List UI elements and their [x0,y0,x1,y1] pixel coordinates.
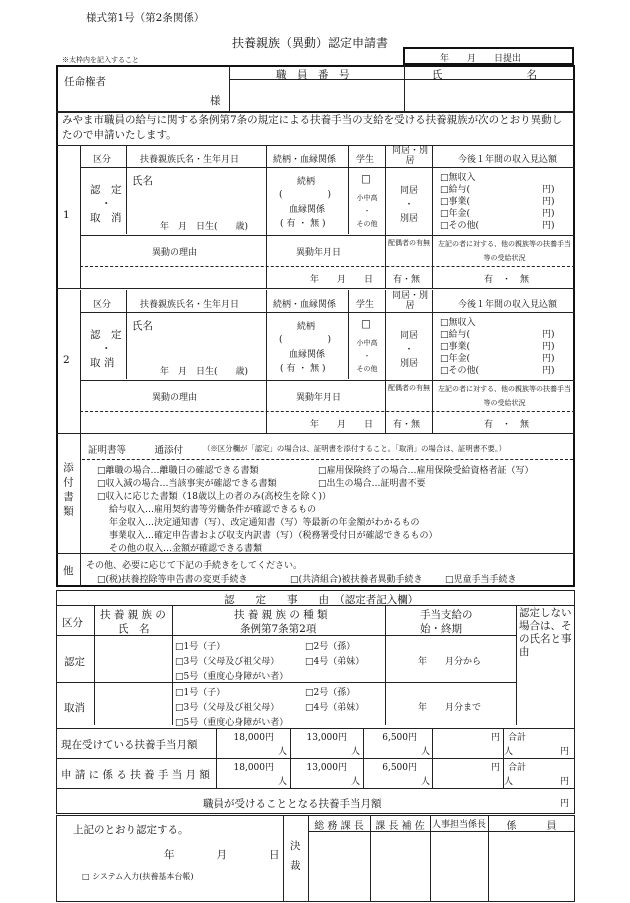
current-amount-total-yen: 円 [560,747,570,757]
dep-birth[interactable]: 年 月 日生( 歳) [160,367,249,377]
dep-rel-label: 続柄 [297,322,316,332]
system-entry-check[interactable]: □ システム入力(扶養基本台帳) [82,872,194,881]
dep-rel-label: 続柄 [297,177,316,187]
sama-label: 様 [210,95,221,107]
dep-income-item[interactable]: □事業( 円) [440,342,555,352]
cert-col-period-2: 始・終期 [420,623,462,635]
cert-cancel-type-4[interactable]: □4号（弟妹） [305,703,365,713]
dep-income-item[interactable]: □年金( 円) [440,209,555,219]
attach-item-insurance[interactable]: □雇用保険終了の場合…雇用保険受給資格者証（写） [318,466,534,476]
approval-date: 年 月 日 [164,849,280,861]
dep-kubun-option[interactable]: 取 消 [90,357,115,369]
cert-col-period-1: 手当支給の [420,609,473,621]
cert-col-reason: 認定しない場合は、その氏名と事由 [519,607,572,658]
attach-item-birth[interactable]: □出生の場合…証明書不要 [318,479,426,489]
dep-spouse-label: 配偶者の有無 [388,384,430,392]
dep-income-item[interactable]: □給与( 円) [440,185,555,195]
cert-type-5[interactable]: □5号（重度心身障がい者） [175,672,289,682]
cert-col-kubun: 区分 [62,617,83,629]
authority-field[interactable] [60,88,206,110]
page-title: 扶養親族（異動）認定申請書 [232,36,389,50]
dep-kubun-option[interactable]: 取 消 [90,212,122,224]
other-label: 他 [63,565,74,577]
apply-amount-person: 人 [503,777,513,787]
dep-living-option[interactable]: 同居 [399,331,418,341]
apply-amount-total-label: 合計 [508,763,527,773]
current-amount-value: 18,000円 [233,733,274,743]
cert-type-1[interactable]: □1号（子） [175,642,226,652]
dependent-number: 2 [63,354,70,366]
stamp-header-3: 人事担当係長 [431,820,486,830]
dep-income-item[interactable]: □無収入 [440,173,476,183]
dep-other-value[interactable]: 有 ・ 無 [484,420,530,430]
dep-col-income: 今後１年間の収入見込額 [458,155,558,165]
dep-living-option[interactable]: 別居 [399,359,418,369]
dep-reason-field[interactable] [82,268,264,286]
dep-other-value[interactable]: 有 ・ 無 [484,275,530,285]
stamp-box-4[interactable] [490,833,573,899]
amount-col-line [363,758,364,788]
dep-kubun-option[interactable]: ・ [101,198,112,210]
authority-label: 任命権者 [64,76,106,88]
dep-row-line [80,411,575,412]
dep-col-relation: 続柄・血縁関係 [273,300,337,310]
current-amount-person: 人 [420,747,430,757]
apply-amount-person: 人 [350,777,360,787]
dep-date-label: 異動年月日 [296,248,342,258]
dep-col-living: 同居・別居 [391,291,428,311]
amount-col-line [363,728,364,758]
apply-amount-value: 円 [490,763,500,773]
dep-income-item[interactable]: □その他( 円) [440,221,555,231]
cert-col-name-1: 扶 養 親 族 の [100,609,166,621]
dep-col-kubun: 区分 [93,300,112,310]
applicant-name-field[interactable] [406,81,573,110]
dep-other-label: 左記の者に対する、他の親族等の扶養手当等の受給状況 [438,240,571,262]
statement-text: みやま市職員の給与に関する条例第7条の規定による扶養手当の支給を受ける扶養親族が次のとおり異動したので申請いたします。 [62,114,563,141]
stamp-header-2: 課 長 補 佐 [375,821,425,832]
attach-item-income-docs[interactable]: □収入に応じた書類（18歳以上の者のみ(高校生を除く)） [97,492,331,502]
attachments-label: 添付書類 [62,462,74,520]
apply-amount-value: 13,000円 [306,763,347,773]
kessai-label: 決裁 [290,840,301,872]
dep-rel-field[interactable]: ( ) [279,335,332,345]
dep-col-line [126,145,127,234]
stamp-header-4: 係 員 [506,821,557,832]
dep-name-label: 氏名 [132,320,153,332]
final-yen: 円 [560,799,570,809]
cert-type-3[interactable]: □3号（父母及び祖父母） [175,657,280,667]
form-number: 様式第1号（第2条関係） [86,12,205,24]
dep-student-option: その他 [356,365,378,373]
dep-blood-label: 血縁関係 [289,350,326,360]
staff-number-field[interactable] [231,81,402,110]
dep-income-item[interactable]: □給与( 円) [440,330,555,340]
apply-amount-value: 6,500円 [382,763,417,773]
amount-col-line [216,728,217,758]
amount-col-line [216,758,217,788]
dep-living-option[interactable]: 別居 [399,214,418,224]
cert-cancel-type-3[interactable]: □3号（父母及び祖父母） [175,703,280,713]
dep-income-item[interactable]: □事業( 円) [440,197,555,207]
instruction-note: ※太枠内を記入すること [62,56,139,64]
dep-other-label: 左記の者に対する、他の親族等の扶養手当等の受給状況 [438,385,571,407]
dep-blood-value[interactable]: ( 有 ・ 無 ) [280,219,326,229]
dep-spouse-value[interactable]: 有・無 [393,420,421,430]
dep-blood-value[interactable]: ( 有 ・ 無 ) [280,364,326,374]
approval-text: 上記のとおり認定する。 [73,824,189,836]
cert-type-4[interactable]: □4号（弟妹） [305,657,365,667]
cert-torikeshi-label: 取消 [64,702,85,714]
dep-date-label: 異動年月日 [296,393,342,403]
final-amount-label: 職員が受けることとなる扶養手当月額 [203,798,382,810]
applicant-name-label: 氏 名 [432,69,537,81]
dep-bottom-line [56,288,575,289]
dep-col-name: 扶養親族氏名・生年月日 [140,300,240,310]
attachments-note: （※区分欄が「認定」の場合は、証明書を添付すること。「取消」の場合は、証明書不要。） [203,444,507,453]
cert-to: 年 月分まで [418,703,482,713]
submit-date-label: 年 月 日提出 [440,54,522,64]
dep-kubun-option[interactable]: ・ [101,343,112,355]
dep-col-line [126,290,127,379]
amount-col-line [290,758,291,788]
current-amount-person: 人 [350,747,360,757]
current-amount-value: 13,000円 [306,733,347,743]
attach-pension: 年金収入…決定通知書（写）、改定通知書（写）等最新の年金額がわかるもの [109,518,420,528]
dep-living-option[interactable]: ・ [404,200,414,210]
dep-spouse-label: 配偶者の有無 [388,239,430,247]
amount-col-line [290,728,291,758]
dep-date-value[interactable]: 年 月 日 [310,275,374,285]
dep-col-relation: 続柄・血縁関係 [273,155,337,165]
apply-amount-value: 18,000円 [233,763,274,773]
staff-number-label: 職 員 番 号 [276,69,350,81]
cert-cancel-type-2[interactable]: □2号（孫） [305,688,356,698]
other-kyosai[interactable]: □(共済組合)被扶養者異動手続き [290,575,423,585]
dep-col-kubun: 区分 [93,155,112,165]
cert-cancel-type-5[interactable]: □5号（重度心身障がい者） [175,718,289,728]
other-tax[interactable]: □(税)扶養控除等申告書の変更手続き [97,575,248,585]
dep-row-line [80,312,575,313]
dep-student-option: ・ [363,207,371,215]
cert-col-type-2: 条例第7条第2項 [240,623,317,635]
current-amount-value: 円 [490,733,500,743]
dep-row-line [80,266,575,267]
dep-name-label: 氏名 [132,175,153,187]
dep-student-option: その他 [356,220,378,228]
attach-item-resign[interactable]: □離職の場合…離職日の確認できる書類 [97,466,259,476]
other-child[interactable]: □児童手当手続き [445,575,517,585]
attach-business: 事業収入…確定申告書および収支内訳書（写）（税務署受付日が確認できるもの） [109,531,438,541]
dep-kubun-option[interactable]: 認 定 [90,329,122,341]
attach-item-income-drop[interactable]: □収入減の場合…当該事実が確認できる書類 [97,479,277,489]
cert-nintei-label: 認定 [64,656,85,668]
dep-student-option: ・ [363,352,371,360]
amount-col-line [432,728,433,758]
amount-row-line [56,758,575,759]
dep-income-item[interactable]: □その他( 円) [440,366,555,376]
dep-col-living: 同居・別居 [391,146,428,166]
cert-col-name-2: 氏 名 [118,623,150,635]
cert-title: 認 定 事 由 （認定者記入欄） [224,594,419,606]
dep-spouse-value[interactable]: 有・無 [393,275,421,285]
student-checkbox[interactable]: □ [361,173,371,185]
current-amount-label: 現在受けている扶養手当月額 [61,739,198,751]
other-text: その他、必要に応じて下記の手続きをしてください。 [86,561,303,571]
dep-row-line [80,235,575,236]
dep-living-option[interactable]: ・ [404,345,414,355]
apply-amount-person: 人 [420,777,430,787]
dep-col-income: 今後１年間の収入見込額 [458,300,558,310]
dep-income-item[interactable]: □年金( 円) [440,354,555,364]
dep-kubun-option[interactable]: 認 定 [90,184,122,196]
student-checkbox[interactable]: □ [361,318,371,330]
current-amount-person: 人 [277,747,287,757]
dep-income-item[interactable]: □無収入 [440,318,476,328]
apply-amount-label: 申 請 に 係 る 扶 養 手 当 月 額 [61,769,210,781]
dep-living-option[interactable]: 同居 [399,186,418,196]
dep-rel-field[interactable]: ( ) [279,190,332,200]
cert-cancel-type-1[interactable]: □1号（子） [175,688,226,698]
amount-col-line [432,758,433,788]
stamp-header-1: 総 務 課 長 [314,821,364,832]
dep-name-field[interactable] [130,185,264,213]
dep-col-name: 扶養親族氏名・生年月日 [140,155,240,165]
attach-other-income: その他の収入…金額が確認できる書類 [109,544,263,554]
attachments-head: 証明書等 通添付 [88,445,184,456]
cert-type-2[interactable]: □2号（孫） [305,642,356,652]
dep-reason-label: 異動の理由 [152,393,198,403]
dep-col-student: 学生 [356,300,375,310]
dep-col-student: 学生 [356,155,375,165]
apply-amount-total-yen: 円 [560,777,570,787]
cert-col-type-1: 扶 養 親 族 の 種 類 [234,609,328,621]
apply-amount-person: 人 [277,777,287,787]
current-amount-value: 6,500円 [382,733,417,743]
dep-student-option: 小中高 [356,339,378,347]
stamp-box-2[interactable] [372,833,428,899]
dep-blood-label: 血縁関係 [289,205,326,215]
dep-student-option: 小中高 [356,194,378,202]
current-amount-total-label: 合計 [508,733,527,743]
dep-birth[interactable]: 年 月 日生( 歳) [160,222,249,232]
stamp-box-3[interactable] [432,833,486,899]
attach-salary: 給与収入…雇用契約書等労働条件が確認できるもの [109,505,317,515]
dependent-number: 1 [63,209,70,221]
cert-from: 年 月分から [418,657,482,667]
dep-row-line [80,167,575,168]
dep-name-field[interactable] [130,330,264,358]
current-amount-person: 人 [503,747,513,757]
stamp-box-1[interactable] [310,833,368,899]
dep-reason-label: 異動の理由 [152,248,198,258]
dep-row-line [80,380,575,381]
dep-reason-field[interactable] [82,413,264,431]
dep-date-value[interactable]: 年 月 日 [310,420,374,430]
